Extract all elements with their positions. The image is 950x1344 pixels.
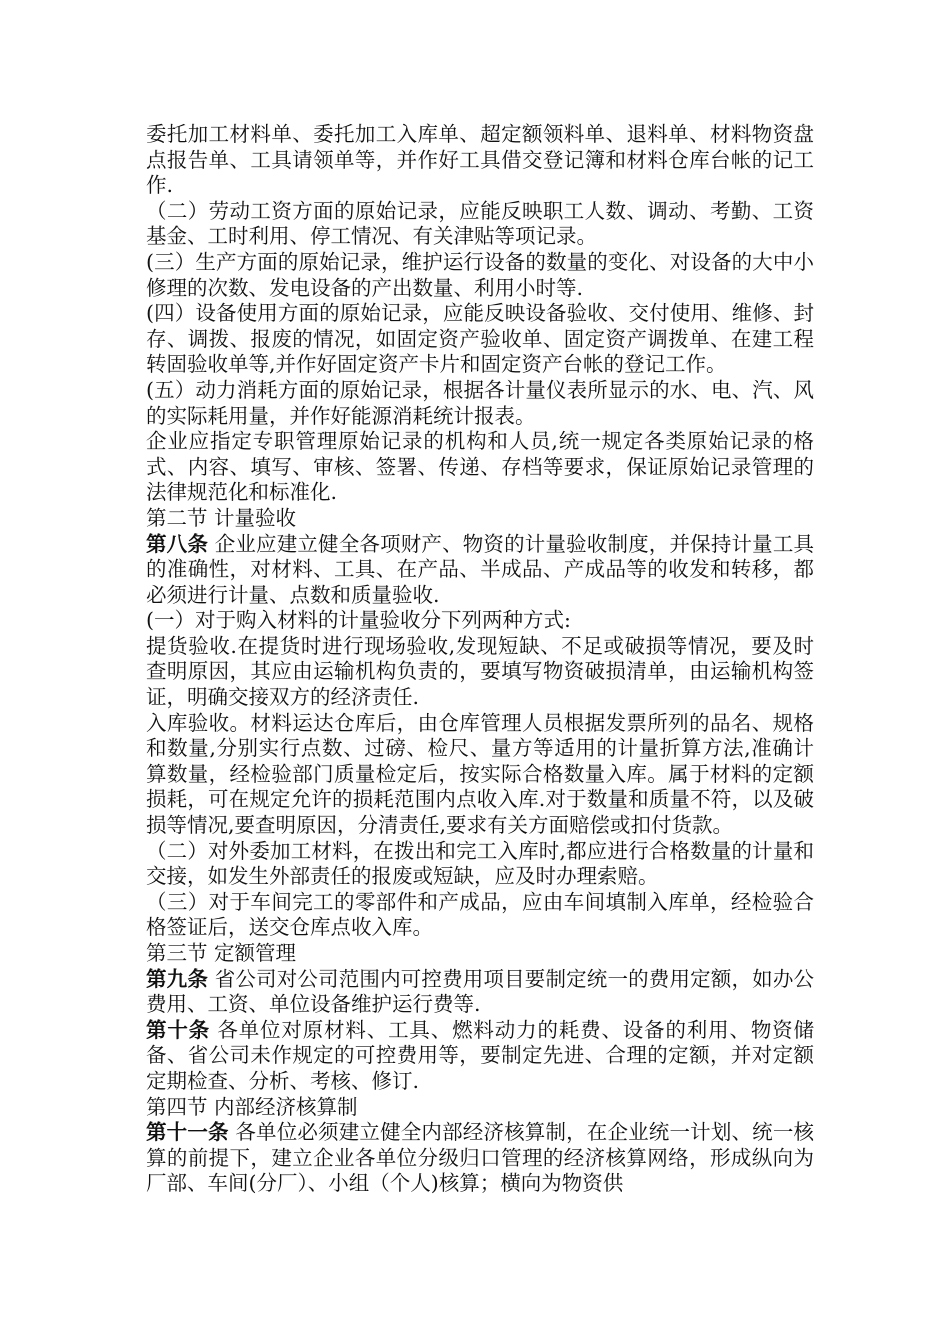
paragraph: (三）生产方面的原始记录，维护运行设备的数量的变化、对设备的大中小修理的次数、发电设备的产出数量、利用小时等. [146,249,814,300]
article-text: 各单位必须建立健全内部经济核算制，在企业统一计划、统一核算的前提下，建立企业各单位分级归口管理的经济核算网络，形成纵向为厂部、车间(分厂）、小组（个人)核算；横向为物资供 [146,1120,815,1196]
paragraph: (五）动力消耗方面的原始记录，根据各计量仪表所显示的水、电、汽、风的实际耗用量，并作好能源消耗统计报表。 [146,377,814,428]
article-text: 企业应建立健全各项财产、物资的计量验收制度，并保持计量工具的准确性，对材料、工具、在产品、半成品、产成品等的收发和转移，都必须进行计量、点数和质量验收. [146,531,815,607]
paragraph: 委托加工材料单、委托加工入库单、超定额领料单、退料单、材料物资盘点报告单、工具请领单等，并作好工具借交登记簿和材料仓库台帐的记工作. [146,122,814,198]
section-heading: 第三节 定额管理 [146,941,297,965]
article-paragraph [146,967,814,1018]
paragraph: （二）对外委加工材料，在拨出和完工入库时,都应进行合格数量的计量和交接，如发生外部责任的报废或短缺，应及时办理索赔。 [146,838,814,889]
paragraph: （二）劳动工资方面的原始记录，应能反映职工人数、调动、考勤、工资基金、工时利用、停工情况、有关津贴等项记录。 [146,198,814,249]
article-number: 第十条 [146,1017,211,1042]
paragraph: 提货验收.在提货时进行现场验收,发现短缺、不足或破损等情况，要及时查明原因，其应由运输机构负责的，要填写物资破损清单，由运输机构签证，明确交接双方的经济责任. [146,633,814,710]
paragraph: (一）对于购入材料的计量验收分下列两种方式: [146,608,571,633]
paragraph: （三）对于车间完工的零部件和产成品，应由车间填制入库单，经检验合格签证后，送交仓库点收入库。 [146,889,814,940]
article-text: 省公司对公司范围内可控费用项目要制定统一的费用定额，如办公费用、工资、单位设备维护运行费等. [146,966,815,1017]
paragraph: (四）设备使用方面的原始记录，应能反映设备验收、交付使用、维修、封存、调拨、报废的情况，如固定资产验收单、固定资产调拨单、在建工程转固验收单等,并作好固定资产卡片和固定资产台帐的登记工作。 [146,301,814,377]
article-paragraph [146,532,814,609]
section-heading: 第四节 内部经济核算制 [146,1094,358,1119]
article-number: 第九条 [146,966,209,991]
section-heading: 第二节 计量验收 [146,505,297,530]
paragraph: 企业应指定专职管理原始记录的机构和人员,统一规定各类原始记录的格式、内容、填写、审核、签署、传递、存档等要求，保证原始记录管理的法律规范化和标准化. [146,429,814,505]
article-number: 第十一条 [146,1120,229,1145]
document-page [146,122,814,1197]
paragraph: 入库验收。材料运达仓库后，由仓库管理人员根据发票所列的品名、规格和数量,分别实行点数、过磅、检尺、量方等适用的计量折算方法,准确计算数量，经检验部门质量检定后，按实际合格数量入库。属于材料的定额损耗，可在规定允许的损耗范围内点收入库.对于数量和质量不符，以及破损等情况,要查明原因，分清责任,要求有关方面赔偿或扣付货款。 [146,710,814,838]
article-text: 各单位对原材料、工具、燃料动力的耗费、设备的利用、物资储备、省公司未作规定的可控费用等，要制定先进、合理的定额，并对定额定期检查、分析、考核、修订. [146,1017,815,1093]
article-paragraph [146,1018,814,1095]
article-paragraph [146,1120,814,1197]
article-number: 第八条 [146,531,209,556]
